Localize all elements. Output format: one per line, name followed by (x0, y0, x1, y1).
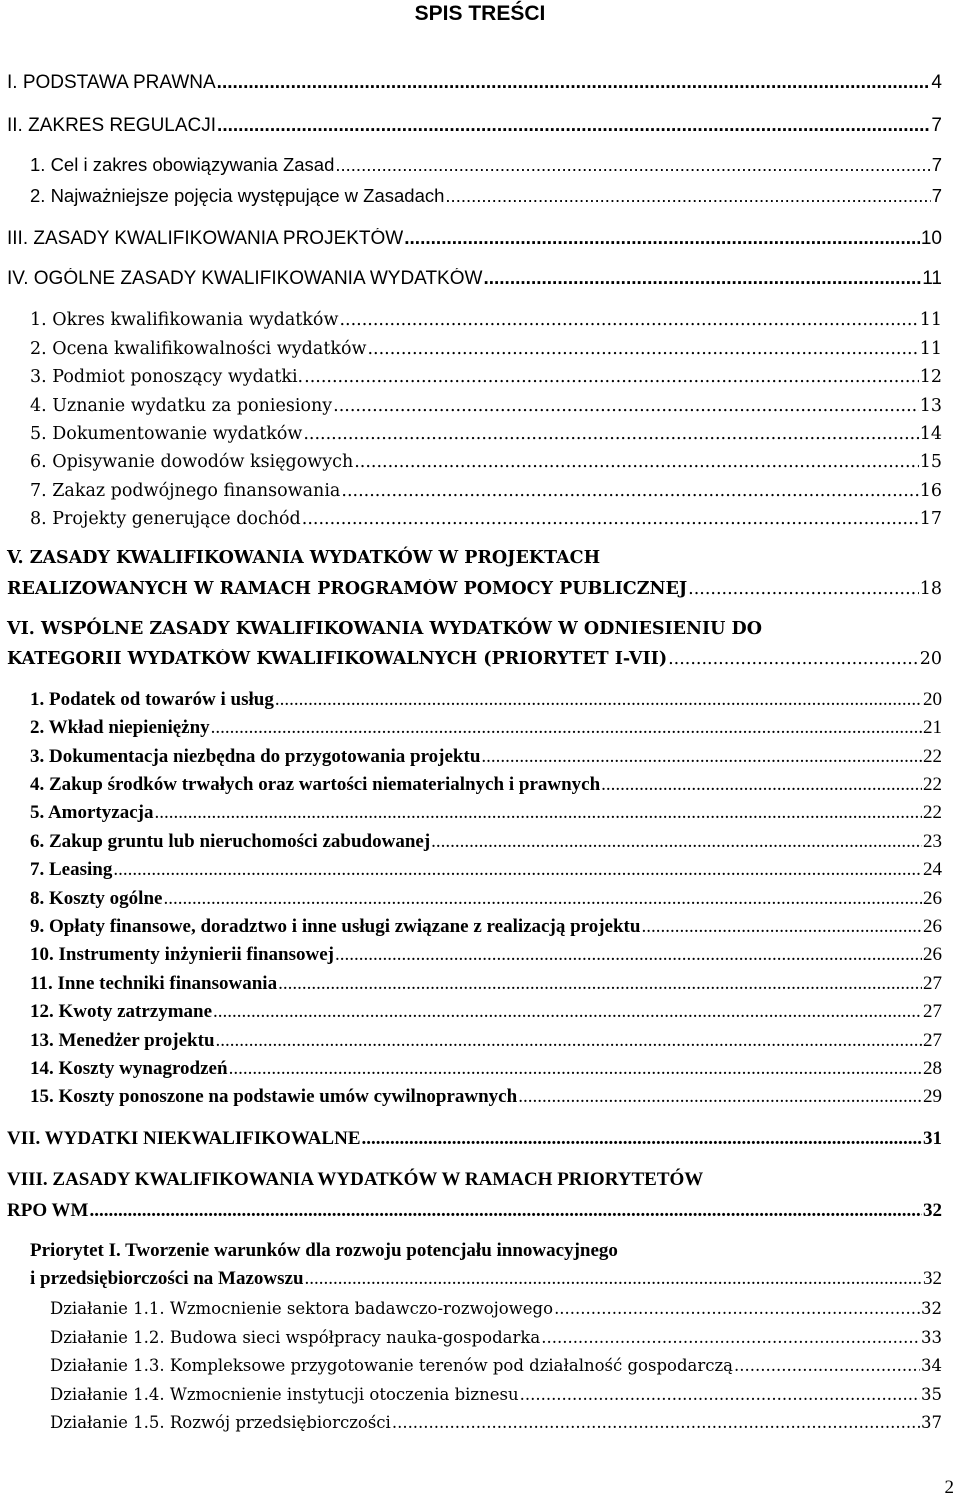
toc-leader (163, 888, 922, 910)
toc-leader (554, 1299, 920, 1318)
toc-entry-text: VII. WYDATKI NIEKWALIFIKOWALNE (7, 1128, 361, 1149)
toc-leader (483, 268, 921, 290)
toc-entry[interactable] (50, 1413, 942, 1432)
toc-entry-line1: VIII. ZASADY KWALIFIKOWANIA WYDATKÓW W RAMACH PRIORYTETÓW (7, 1169, 704, 1190)
toc-entry-text: 10. Instrumenty inżynierii finansowej (30, 944, 334, 965)
toc-entry-text: i przedsiębiorczości na Mazowszu (30, 1268, 304, 1289)
page-title: SPIS TREŚCI (414, 2, 546, 25)
toc-entry[interactable] (7, 268, 942, 290)
toc-entry-page: 11 (919, 310, 942, 330)
toc-entry[interactable] (30, 746, 942, 768)
toc-entry[interactable] (30, 774, 942, 796)
toc-leader (113, 859, 922, 881)
toc-leader (688, 579, 919, 599)
toc-entry-text: 9. Opłaty finansowe, doradztwo i inne usługi związane z realizacją projektu (30, 916, 641, 937)
toc-entry-page: 22 (923, 802, 942, 823)
toc-leader (304, 367, 919, 387)
toc-leader (278, 973, 922, 995)
toc-entry-text: Działanie 1.4. Wzmocnienie instytucji otoczenia biznesu (50, 1385, 519, 1404)
toc-entry[interactable] (50, 1356, 942, 1375)
toc-leader (668, 649, 919, 669)
toc-entry[interactable] (7, 72, 942, 94)
toc-entry-page: 14 (919, 424, 942, 444)
toc-entry-text: 5. Amortyzacja (30, 802, 154, 823)
toc-entry[interactable] (30, 888, 942, 910)
toc-entry-text: 4. Zakup środków trwałych oraz wartości niematerialnych i prawnych (30, 774, 601, 795)
toc-entry[interactable] (30, 944, 942, 966)
toc-entry[interactable] (30, 1268, 942, 1290)
toc-entry-page: 7 (931, 115, 942, 136)
toc-entry-page: 32 (921, 1299, 942, 1318)
toc-entry[interactable] (7, 1128, 942, 1150)
toc-entry-text: 6. Opisywanie dowodów księgowych (30, 452, 354, 472)
toc-leader (303, 424, 918, 444)
toc-entry[interactable] (30, 831, 942, 853)
toc-entry-text: Działanie 1.5. Rozwój przedsiębiorczości (50, 1413, 391, 1432)
toc-entry-page: 20 (919, 649, 942, 669)
toc-leader (601, 774, 922, 796)
toc-entry-text: 8. Projekty generujące dochód (30, 509, 301, 529)
toc-entry-page: 13 (919, 396, 942, 416)
toc-entry-page: 28 (923, 1058, 942, 1079)
toc-entry-text: 2. Wkład niepieniężny (30, 717, 210, 738)
toc-entry-text: REALIZOWANYCH W RAMACH PROGRAMÓW POMOCY PUBLICZNEJ (7, 579, 688, 599)
toc-entry-page: 10 (920, 228, 942, 249)
toc-entry-text: Działanie 1.2. Budowa sieci współpracy nauka-gospodarka (50, 1328, 541, 1347)
toc-entry-page: 7 (931, 154, 942, 175)
toc-leader (211, 717, 922, 739)
toc-entry-text: 13. Menedżer projektu (30, 1030, 215, 1051)
toc-entry-text: 7. Zakaz podwójnego finansowania (30, 481, 341, 501)
toc-entry-line1: VI. WSPÓLNE ZASADY KWALIFIKOWANIA WYDATKÓW W ODNIESIENIU DO (7, 619, 762, 639)
toc-leader (217, 115, 930, 137)
toc-entry-text: 2. Ocena kwalifikowalności wydatków (30, 339, 367, 359)
toc-entry[interactable] (30, 424, 942, 444)
toc-entry-page: 27 (923, 1001, 942, 1022)
toc-entry-page: 26 (923, 916, 942, 937)
toc-entry-page: 29 (923, 1086, 942, 1107)
toc-entry-page: 33 (921, 1328, 942, 1347)
toc-entry[interactable] (30, 310, 942, 330)
toc-entry-text: 7. Leasing (30, 859, 113, 880)
toc-entry[interactable] (30, 689, 942, 711)
toc-entry-page: 37 (921, 1413, 942, 1432)
toc-entry-text: Działanie 1.1. Wzmocnienie sektora badawczo-rozwojowego (50, 1299, 554, 1318)
toc-leader (305, 1268, 922, 1290)
toc-entry-text: 1. Podatek od towarów i usług (30, 689, 274, 710)
toc-entry-text: 3. Podmiot ponoszący wydatki. (30, 367, 304, 387)
toc-leader (367, 339, 918, 359)
toc-entry[interactable] (30, 1030, 942, 1052)
toc-entry-text: KATEGORII WYDATKÓW KWALIFIKOWALNYCH (PRIORYTET I-VII) (7, 649, 668, 669)
toc-entry[interactable] (30, 973, 942, 995)
toc-leader (335, 154, 930, 176)
toc-entry[interactable] (30, 802, 942, 824)
toc-entry[interactable] (7, 1200, 942, 1222)
toc-entry-page: 4 (931, 72, 942, 93)
toc-entry-page: 12 (919, 367, 942, 387)
toc-entry[interactable] (30, 396, 942, 416)
toc-entry-text: II. ZAKRES REGULACJI (7, 115, 217, 136)
toc-entry-page: 17 (919, 509, 942, 529)
toc-entry[interactable] (7, 579, 942, 599)
toc-leader (213, 1001, 922, 1023)
toc-entry-page: 11 (922, 268, 942, 289)
toc-leader (404, 228, 920, 250)
toc-leader (333, 396, 919, 416)
toc-entry-page: 32 (923, 1268, 942, 1289)
toc-entry[interactable] (30, 1001, 942, 1023)
toc-leader (275, 689, 922, 711)
toc-entry[interactable] (30, 452, 942, 472)
toc-entry[interactable] (30, 339, 942, 359)
toc-entry[interactable] (50, 1385, 942, 1404)
toc-leader (431, 831, 922, 853)
toc-entry-text: 12. Kwoty zatrzymane (30, 1001, 213, 1022)
toc-leader (445, 185, 930, 207)
toc-entry-page: 26 (923, 944, 942, 965)
toc-entry-text: III. ZASADY KWALIFIKOWANIA PROJEKTÓW (7, 228, 404, 249)
toc-entry-page: 27 (923, 973, 942, 994)
toc-entry-page: 15 (919, 452, 942, 472)
toc-entry-text: 15. Koszty ponoszone na podstawie umów cywilnoprawnych (30, 1086, 518, 1107)
toc-entry-text: 2. Najważniejsze pojęcia występujące w Zasadach (30, 185, 445, 206)
toc-entry-text: 6. Zakup gruntu lub nieruchomości zabudowanej (30, 831, 431, 852)
toc-entry-text: I. PODSTAWA PRAWNA (7, 72, 216, 93)
toc-leader (481, 746, 922, 768)
toc-entry-line1: Priorytet I. Tworzenie warunków dla rozwoju potencjału innowacyjnego (30, 1240, 618, 1261)
toc-leader (362, 1128, 922, 1150)
toc-entry-text: 1. Cel i zakres obowiązywania Zasad (30, 154, 335, 175)
toc-entry-page: 23 (923, 831, 942, 852)
toc-entry[interactable] (30, 509, 942, 529)
toc-leader (335, 944, 922, 966)
toc-entry[interactable] (30, 717, 942, 739)
toc-entry-page: 7 (931, 185, 942, 206)
toc-entry-page: 22 (923, 746, 942, 767)
toc-entry-page: 26 (923, 888, 942, 909)
toc-leader (229, 1058, 922, 1080)
toc-entry[interactable] (30, 367, 942, 387)
toc-entry-page: 32 (923, 1200, 942, 1221)
toc-entry[interactable] (7, 115, 942, 137)
toc-entry[interactable] (30, 185, 942, 207)
toc-entry-text: 3. Dokumentacja niezbędna do przygotowania projektu (30, 746, 481, 767)
toc-entry[interactable] (30, 1086, 942, 1108)
toc-entry-page: 20 (923, 689, 942, 710)
toc-entry-page: 31 (923, 1128, 942, 1149)
toc-entry-line1: V. ZASADY KWALIFIKOWANIA WYDATKÓW W PROJEKTACH (7, 548, 601, 568)
toc-leader (734, 1356, 920, 1375)
toc-entry-text: 11. Inne techniki finansowania (30, 973, 278, 994)
toc-leader (641, 916, 922, 938)
toc-entry[interactable] (30, 859, 942, 881)
toc-entry-page: 34 (921, 1356, 942, 1375)
toc-entry-page: 16 (919, 481, 942, 501)
toc-entry[interactable] (50, 1328, 942, 1347)
toc-entry-text: 8. Koszty ogólne (30, 888, 163, 909)
toc-leader (89, 1200, 922, 1222)
toc-leader (302, 509, 919, 529)
toc-leader (154, 802, 922, 824)
toc-entry-text: RPO WM (7, 1200, 89, 1221)
toc-entry[interactable] (30, 154, 942, 176)
toc-leader (216, 1030, 922, 1052)
toc-entry[interactable] (50, 1299, 942, 1318)
toc-entry-page: 11 (919, 339, 942, 359)
toc-leader (217, 72, 931, 94)
toc-entry[interactable] (30, 916, 942, 938)
toc-entry-page: 18 (919, 579, 942, 599)
toc-entry-page: 35 (921, 1385, 942, 1404)
toc-entry-page: 27 (923, 1030, 942, 1051)
toc-entry-text: 4. Uznanie wydatku za poniesiony (30, 396, 333, 416)
toc-entry[interactable] (7, 649, 942, 669)
toc-entry-page: 21 (923, 717, 942, 738)
toc-entry[interactable] (7, 228, 942, 250)
toc-leader (541, 1328, 920, 1347)
toc-entry-page: 22 (923, 774, 942, 795)
page-number: 2 (944, 1477, 954, 1498)
toc-entry-text: IV. OGÓLNE ZASADY KWALIFIKOWANIA WYDATKÓW (7, 268, 483, 289)
toc-entry-text: 1. Okres kwalifikowania wydatków (30, 310, 339, 330)
toc-leader (392, 1413, 920, 1432)
toc-entry-text: Działanie 1.3. Kompleksowe przygotowanie terenów pod działalność gospodarczą (50, 1356, 734, 1375)
toc-leader (520, 1385, 920, 1404)
toc-leader (341, 481, 918, 501)
toc-entry-text: 14. Koszty wynagrodzeń (30, 1058, 228, 1079)
toc-entry-text: 5. Dokumentowanie wydatków (30, 424, 303, 444)
toc-leader (354, 452, 918, 472)
toc-entry[interactable] (30, 481, 942, 501)
toc-leader (339, 310, 918, 330)
toc-leader (518, 1086, 922, 1108)
toc-entry-page: 24 (923, 859, 942, 880)
toc-entry[interactable] (30, 1058, 942, 1080)
